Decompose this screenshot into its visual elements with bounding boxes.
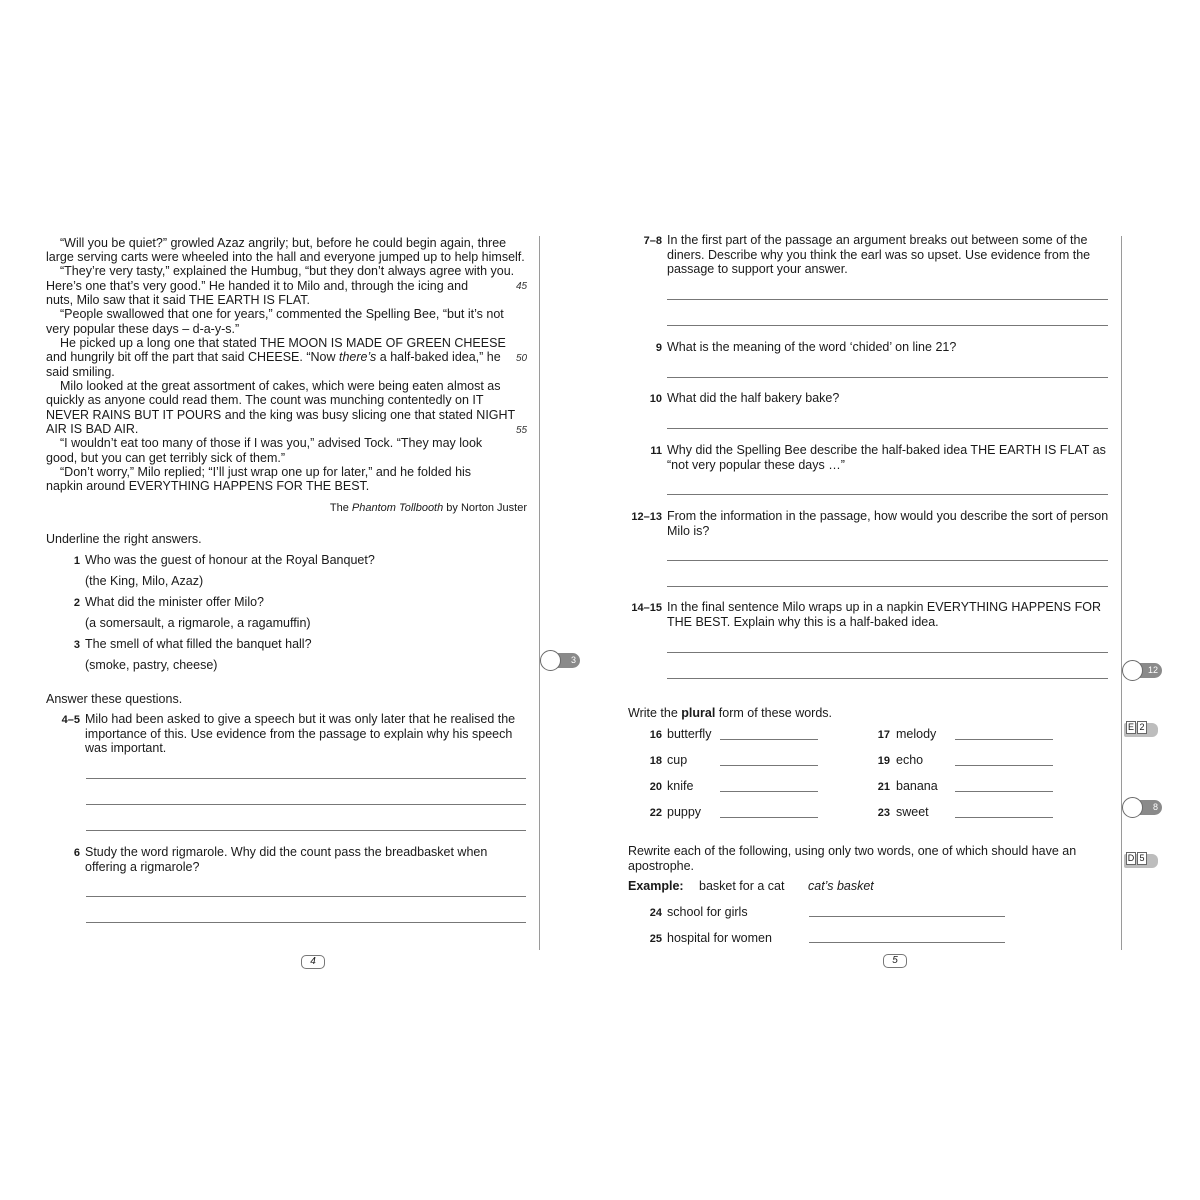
passage-line: quickly as anyone could read them. The count was munching contentedly on IT [46,393,484,407]
page-number: 4 [301,955,325,969]
score-tally[interactable] [1122,797,1164,817]
apostrophe-phrase: school for girls [667,905,748,919]
question-text [667,443,1106,472]
question-number: 17 [877,729,890,741]
question-text: What is the meaning of the word ‘chided’ on line 21? [667,340,957,354]
plural-word: melody [896,727,937,741]
answer-line[interactable] [955,817,1053,818]
line-number: 50 [516,353,528,364]
question-line: From the information in the passage, how would you describe the sort of person [667,509,1109,523]
passage-text: a half-baked idea,” he [376,350,501,364]
answer-line[interactable] [667,560,1108,561]
apostrophe-phrase: hospital for women [667,931,772,945]
example-label: Example: [628,879,684,893]
instruction-answer: Answer these questions. [46,692,183,706]
score-tally[interactable] [540,650,582,670]
passage-line: napkin around EVERYTHING HAPPENS FOR THE BEST. [46,479,370,493]
answer-line[interactable] [667,652,1108,653]
question-line: “not very popular these days …” [667,457,845,472]
citation [330,502,527,514]
answer-line[interactable] [86,896,526,897]
score-total: 12 [1132,663,1162,678]
instruction-line: apostrophe. [628,858,695,873]
plural-word: knife [667,779,694,793]
instruction-text: form of these words. [715,706,833,720]
answer-line[interactable] [720,765,818,766]
question-number: 12–13 [631,511,662,523]
instruction-line: Rewrite each of the following, using only two words, one of which should have an [628,844,1077,858]
passage-line: “I wouldn’t eat too many of those if I was you,” advised Tock. “They may look [60,436,483,450]
instruction-text: Write the [628,706,682,720]
margin-rule [1121,236,1122,950]
example-phrase: basket for a cat [699,879,785,893]
question-number: 19 [877,755,890,767]
answer-line[interactable] [720,739,818,740]
score-total: 3 [550,653,580,668]
question-text: What did the half bakery bake? [667,391,840,405]
question-text [667,509,1108,538]
passage-italic-word: there’s [339,350,377,364]
answer-options[interactable]: (the King, Milo, Azaz) [85,574,204,588]
score-total: 8 [1132,800,1162,815]
question-number: 14–15 [631,602,662,614]
question-line: Why did the Spelling Bee describe the half-baked idea THE EARTH IS FLAT as [667,443,1106,457]
question-number: 18 [649,755,662,767]
answer-line[interactable] [955,739,1053,740]
margin-rule [539,236,540,950]
answer-line[interactable] [667,678,1108,679]
score-circle[interactable] [1122,797,1143,818]
line-number: 45 [516,281,528,292]
question-line: THE BEST. Explain why this is a half-baked idea. [667,614,939,629]
citation-title: Phantom Tollbooth [351,502,444,514]
instruction-underline: Underline the right answers. [46,532,202,546]
question-text [667,233,1090,277]
question-line: was important. [85,741,167,756]
citation-prefix: The [329,502,352,514]
instruction-apostrophe [628,844,1076,873]
plural-word: sweet [896,805,929,819]
answer-line[interactable] [667,494,1108,495]
question-number: 11 [650,445,662,457]
passage-line: “Will you be quiet?” growled Azaz angrily; but, before he could begin again, three [60,236,507,250]
answer-line[interactable] [809,916,1005,917]
question-text [85,712,515,756]
question-line: passage to support your answer. [667,262,848,277]
page-number: 5 [883,954,907,968]
question-text: Who was the guest of honour at the Royal Banquet? [85,553,375,567]
question-line: In the first part of the passage an argument breaks out between some of the [667,233,1088,247]
answer-options[interactable]: (smoke, pastry, cheese) [85,658,218,672]
plural-word: cup [667,753,688,767]
skill-badge-e2 [1122,721,1158,737]
passage-line: “People swallowed that one for years,” commented the Spelling Bee, “but it’s not [60,307,504,321]
plural-word: echo [896,753,924,767]
question-number: 22 [649,807,662,819]
question-number: 4–5 [61,714,80,726]
score-circle[interactable] [540,650,561,671]
answer-line[interactable] [720,791,818,792]
score-tally[interactable] [1122,660,1164,680]
passage-line: “Don’t worry,” Milo replied; “I’ll just wrap one up for later,” and he folded his [60,465,472,479]
badge-number: 2 [1137,721,1147,734]
plural-word: puppy [667,805,702,819]
example-answer: cat’s basket [808,879,874,893]
passage-text: and hungrily bit off the part that said CHEESE. “Now [46,350,336,364]
instruction-plural [628,706,832,720]
question-number: 2 [73,597,80,609]
question-line: Milo had been asked to give a speech but it was only later that he realised the [85,712,516,726]
answer-line[interactable] [86,778,526,779]
question-number: 20 [649,781,662,793]
question-line: diners. Describe why you think the earl was so upset. Use evidence from the [667,247,1091,262]
question-line: In the final sentence Milo wraps up in a napkin EVERYTHING HAPPENS FOR [667,600,1101,614]
answer-line[interactable] [86,922,526,923]
passage-line: said smiling. [46,365,115,379]
passage-line: good, but you can get terribly sick of them.” [46,451,286,465]
answer-line[interactable] [667,325,1108,326]
plural-word: butterfly [667,727,712,741]
question-line: Study the word rigmarole. Why did the count pass the breadbasket when [85,845,488,859]
answer-line[interactable] [955,791,1053,792]
passage-line: NEVER RAINS BUT IT POURS and the king was busy slicing one that stated NIGHT [46,408,516,422]
question-number: 6 [73,847,80,859]
question-number: 21 [877,781,890,793]
answer-line[interactable] [667,586,1108,587]
question-line: Milo is? [667,523,710,538]
passage-line [46,350,506,364]
question-number: 23 [877,807,890,819]
line-number: 55 [516,425,528,436]
answer-line[interactable] [667,299,1108,300]
answer-line[interactable] [720,817,818,818]
badge-number: 5 [1137,852,1147,865]
passage-line: large serving carts were wheeled into the hall and everyone jumped up to help himself. [46,250,525,264]
answer-line[interactable] [86,830,526,831]
question-text [667,600,1101,629]
question-number: 3 [73,639,80,651]
score-circle[interactable] [1122,660,1143,681]
question-line: offering a rigmarole? [85,859,200,874]
answer-line[interactable] [667,377,1108,378]
passage-line: Here’s one that’s very good.” He handed it to Milo and, through the icing and [46,279,469,293]
question-number: 9 [655,342,662,354]
answer-line[interactable] [809,942,1005,943]
answer-line[interactable] [667,428,1108,429]
answer-line[interactable] [955,765,1053,766]
answer-options[interactable]: (a somersault, a rigmarole, a ragamuffin) [85,616,311,630]
question-number: 10 [649,393,662,405]
answer-line[interactable] [86,804,526,805]
passage-line: Milo looked at the great assortment of cakes, which were being eaten almost as [60,379,501,393]
question-number: 25 [649,933,662,945]
badge-letter: E [1127,722,1134,732]
passage-line: “They’re very tasty,” explained the Humbug, “but they don’t always agree with you. [60,264,515,278]
passage-line: He picked up a long one that stated THE MOON IS MADE OF GREEN CHEESE [60,336,506,350]
passage-line: very popular these days – d-a-y-s.” [46,322,240,336]
citation-suffix: by Norton Juster [443,502,527,514]
question-text [85,845,487,874]
question-number: 7–8 [643,235,662,247]
passage-line: nuts, Milo saw that it said THE EARTH IS FLAT. [46,293,310,307]
question-line: importance of this. Use evidence from the passage to explain why his speech [85,726,513,741]
question-text: The smell of what filled the banquet hall? [85,637,312,651]
question-number: 1 [73,555,80,567]
instruction-bold: plural [681,706,716,720]
question-number: 24 [649,907,662,919]
badge-letter: D [1127,853,1135,863]
passage-line: AIR IS BAD AIR. [46,422,139,436]
question-text: What did the minister offer Milo? [85,595,265,609]
plural-word: banana [896,779,938,793]
question-number: 16 [649,729,662,741]
skill-badge-d5 [1122,852,1158,868]
